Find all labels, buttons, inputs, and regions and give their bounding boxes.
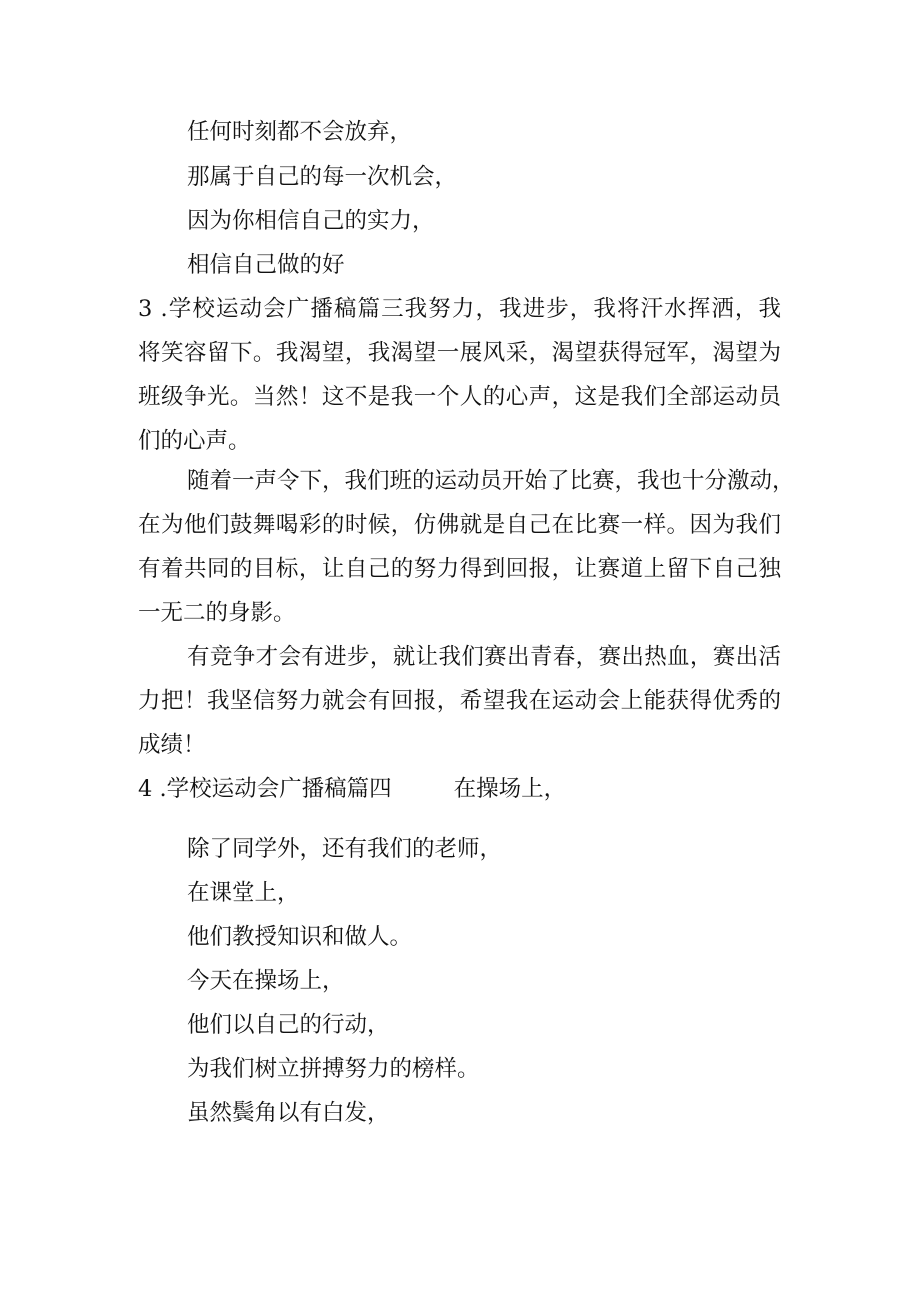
section4-first-line: 在操场上， <box>453 776 567 802</box>
poem2-line-7: 虽然鬓角以有白发， <box>187 1100 390 1126</box>
para2-line-4: 一无二的身影。 <box>138 600 296 626</box>
para2-line-3: 有着共同的目标，让自己的努力得到回报，让赛道上留下自己独 <box>138 556 781 582</box>
poem2-line-5: 他们以自己的行动， <box>187 1012 390 1038</box>
section4-heading: 4 .学校运动会广播稿篇四 <box>138 776 392 802</box>
poem1-line-2: 那属于自己的每一次机会， <box>187 164 458 190</box>
para2-line-1: 随着一声令下，我们班的运动员开始了比赛，我也十分激动， <box>187 468 795 494</box>
section3-line-3: 班级争光。当然！这不是我一个人的心声，这是我们全部运动员 <box>138 384 781 410</box>
para3-line-2: 力把！我坚信努力就会有回报，希望我在运动会上能获得优秀的 <box>138 688 781 714</box>
para2-line-2: 在为他们鼓舞喝彩的时候，仿佛就是自己在比赛一样。因为我们 <box>138 512 781 538</box>
poem2-line-6: 为我们树立拼搏努力的榜样。 <box>187 1056 480 1082</box>
poem2-line-1: 除了同学外，还有我们的老师， <box>187 836 503 862</box>
poem1-line-3: 因为你相信自己的实力， <box>187 208 435 234</box>
poem1-line-1: 任何时刻都不会放弃， <box>187 119 413 145</box>
poem1-line-4: 相信自己做的好 <box>187 252 345 278</box>
poem2-line-3: 他们教授知识和做人。 <box>187 924 413 950</box>
poem2-line-2: 在课堂上， <box>187 880 300 906</box>
section3-line-2: 将笑容留下。我渴望，我渴望一展风采，渴望获得冠军，渴望为 <box>138 340 781 366</box>
section3-line-1: 3 .学校运动会广播稿篇三我努力，我进步，我将汗水挥洒，我 <box>138 296 781 322</box>
poem2-line-4: 今天在操场上， <box>187 968 345 994</box>
section4-heading-line <box>138 774 566 804</box>
para3-line-1: 有竞争才会有进步，就让我们赛出青春，赛出热血，赛出活 <box>187 644 781 670</box>
para3-line-3: 成绩！ <box>138 732 206 758</box>
section3-line-4: 们的心声。 <box>138 428 251 454</box>
